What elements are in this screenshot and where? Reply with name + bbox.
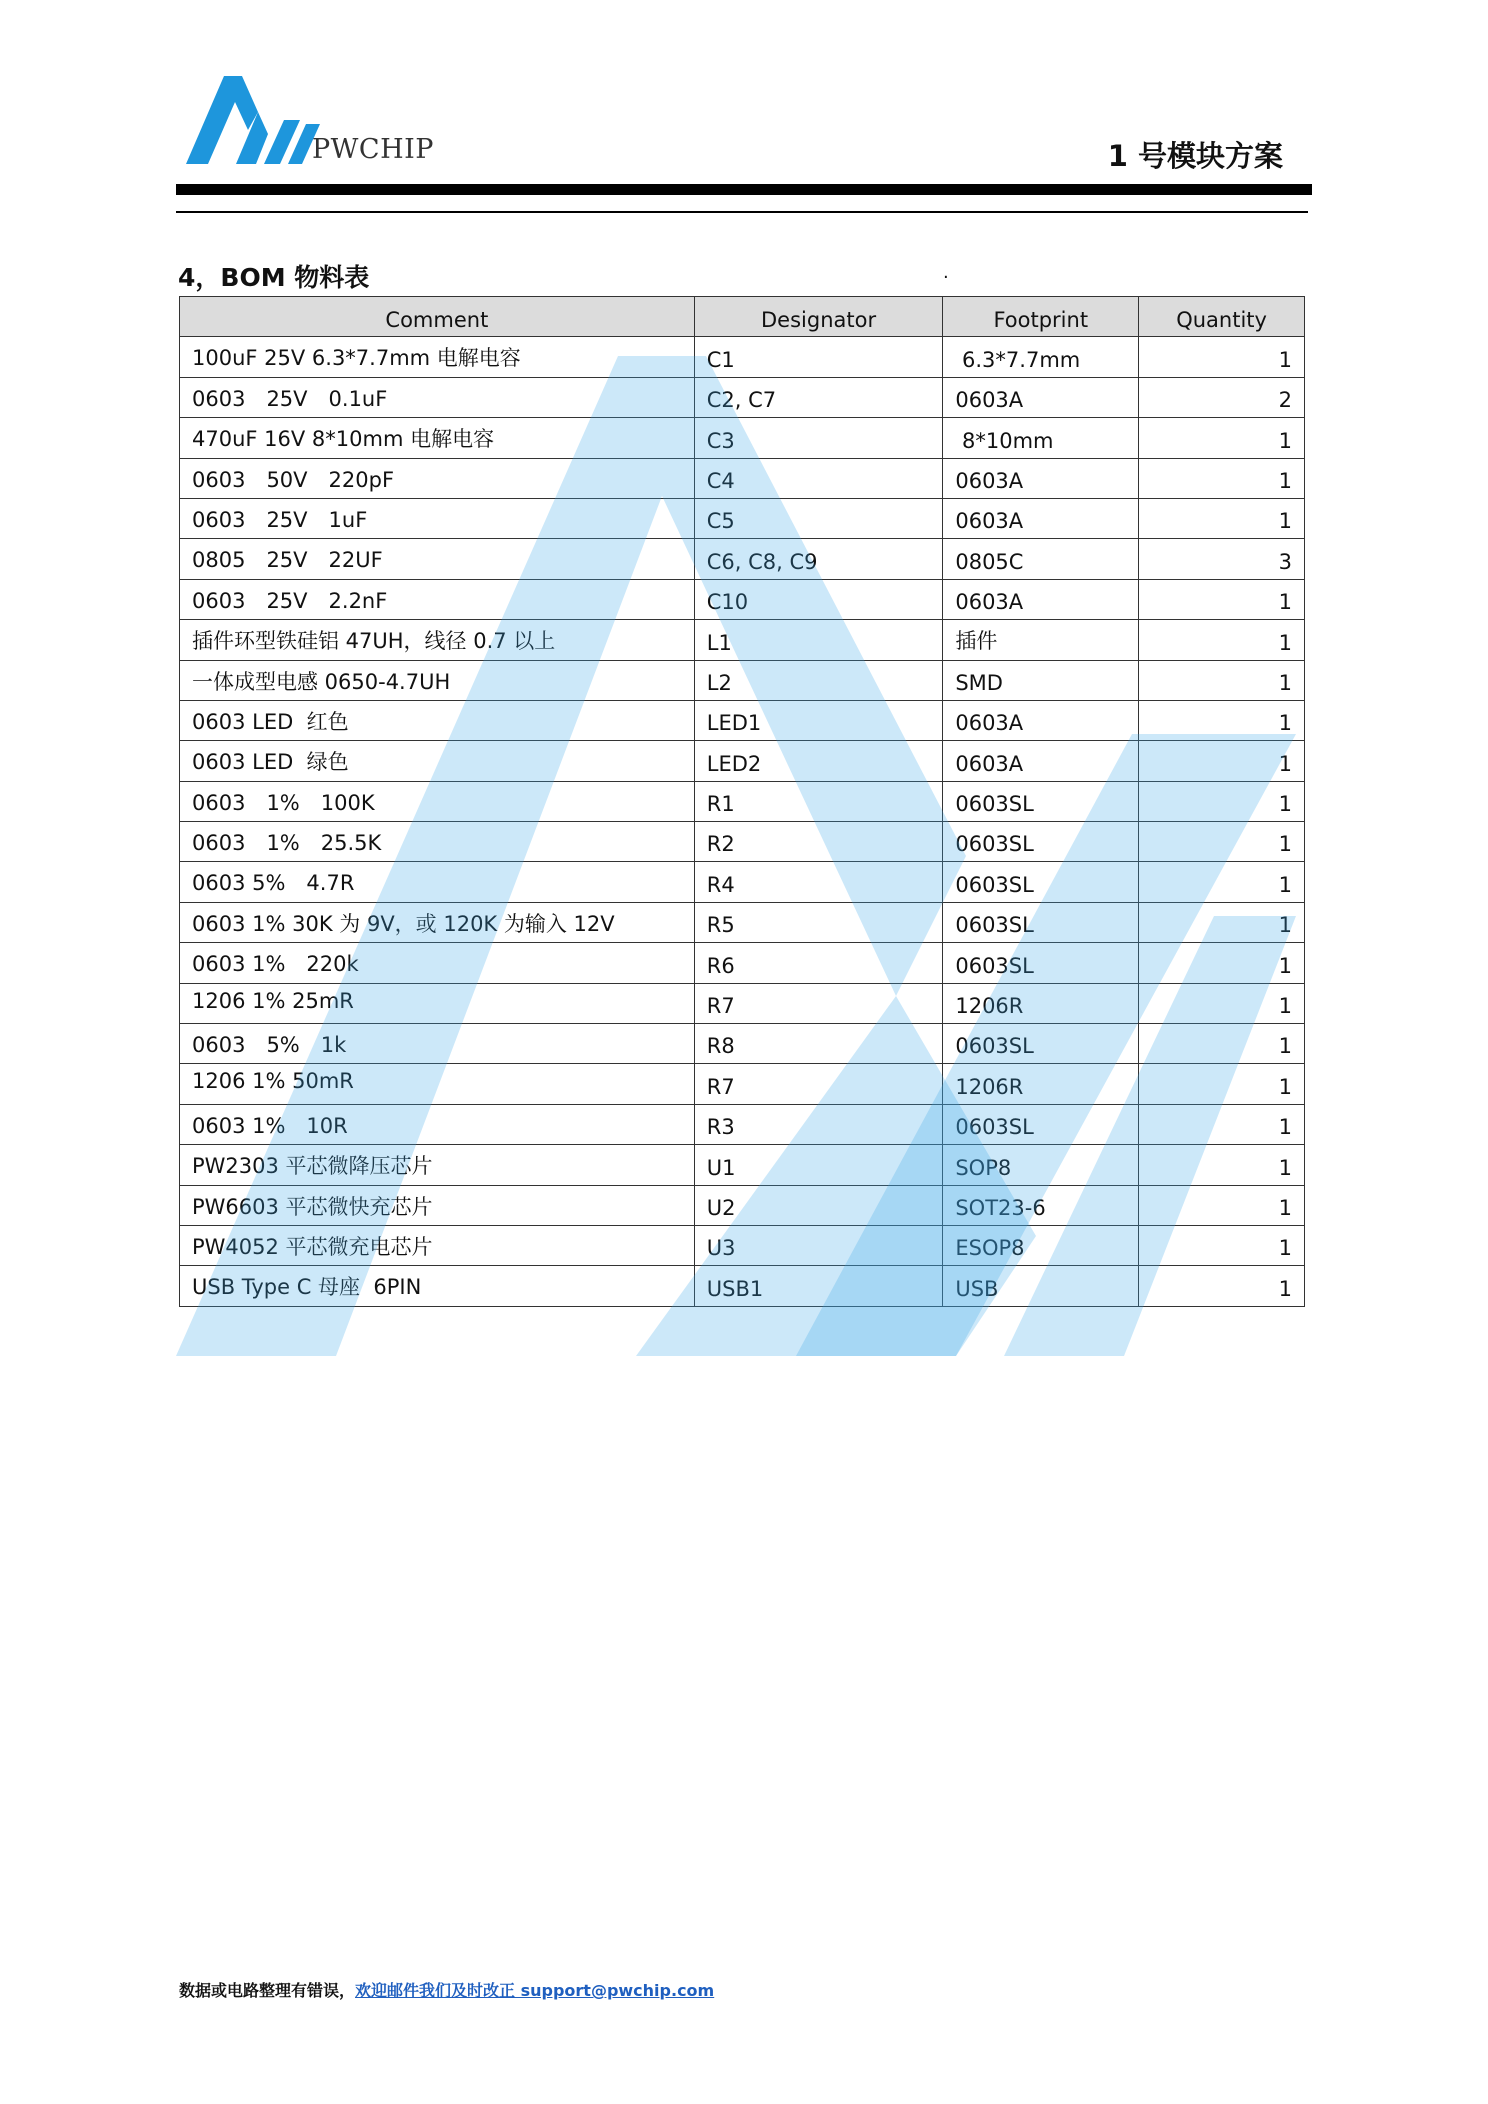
cell-footprint: 1206R (943, 983, 1139, 1023)
cell-quantity: 1 (1139, 337, 1305, 377)
cell-quantity: 1 (1139, 1266, 1305, 1306)
cell-footprint: 0805C (943, 539, 1139, 579)
table-row (180, 1104, 1305, 1144)
table-row (180, 862, 1305, 902)
table-row (180, 1185, 1305, 1225)
table-row (180, 741, 1305, 781)
cell-comment: PW4052 平芯微充电芯片 (180, 1225, 695, 1265)
table-row (180, 822, 1305, 862)
cell-footprint: 0603A (943, 377, 1139, 417)
cell-comment: PW2303 平芯微降压芯片 (180, 1145, 695, 1185)
cell-footprint: ESOP8 (943, 1225, 1139, 1265)
cell-comment: 0603 1% 100K (180, 781, 695, 821)
cell-footprint: 8*10mm (943, 418, 1139, 458)
cell-quantity: 1 (1139, 498, 1305, 538)
cell-designator: L2 (694, 660, 943, 700)
cell-comment: 插件环型铁硅铝 47UH，线径 0.7 以上 (180, 620, 695, 660)
cell-designator: C2, C7 (694, 377, 943, 417)
cell-designator: R7 (694, 1064, 943, 1104)
cell-footprint: 0603A (943, 741, 1139, 781)
cell-quantity: 1 (1139, 418, 1305, 458)
cell-comment: 0603 25V 2.2nF (180, 579, 695, 619)
cell-footprint: 0603SL (943, 943, 1139, 983)
cell-comment: 0603 25V 0.1uF (180, 377, 695, 417)
cell-designator: R3 (694, 1104, 943, 1144)
column-header-comment: Comment (180, 297, 695, 337)
cell-footprint: SOT23-6 (943, 1185, 1139, 1225)
cell-quantity: 1 (1139, 1145, 1305, 1185)
cell-footprint: 0603A (943, 498, 1139, 538)
cell-footprint: 插件 (943, 620, 1139, 660)
cell-designator: R1 (694, 781, 943, 821)
cell-footprint: 0603A (943, 458, 1139, 498)
cell-comment: 1206 1% 25mR (180, 983, 695, 1023)
cell-quantity: 1 (1139, 862, 1305, 902)
table-row (180, 700, 1305, 740)
cell-designator: R6 (694, 943, 943, 983)
table-row (180, 498, 1305, 538)
cell-footprint: 1206R (943, 1064, 1139, 1104)
table-row (180, 418, 1305, 458)
table-row (180, 1064, 1305, 1104)
cell-comment: USB Type C 母座 6PIN (180, 1266, 695, 1306)
cell-footprint: 0603SL (943, 862, 1139, 902)
cell-designator: LED1 (694, 700, 943, 740)
section-dot: . (943, 262, 949, 283)
cell-quantity: 1 (1139, 660, 1305, 700)
table-row (180, 579, 1305, 619)
table-row (180, 337, 1305, 377)
cell-comment: 100uF 25V 6.3*7.7mm 电解电容 (180, 337, 695, 377)
table-row (180, 620, 1305, 660)
cell-designator: U2 (694, 1185, 943, 1225)
cell-comment: 0603 1% 30K 为 9V，或 120K 为输入 12V (180, 902, 695, 942)
cell-quantity: 3 (1139, 539, 1305, 579)
table-header-row (180, 297, 1305, 337)
cell-footprint: SOP8 (943, 1145, 1139, 1185)
table-row (180, 458, 1305, 498)
cell-quantity: 1 (1139, 1225, 1305, 1265)
cell-quantity: 1 (1139, 1024, 1305, 1064)
table-row (180, 539, 1305, 579)
cell-footprint: 6.3*7.7mm (943, 337, 1139, 377)
cell-footprint: 0603SL (943, 1024, 1139, 1064)
cell-comment: 1206 1% 50mR (180, 1064, 695, 1104)
cell-designator: R8 (694, 1024, 943, 1064)
column-header-designator: Designator (694, 297, 943, 337)
table-row (180, 1225, 1305, 1265)
cell-quantity: 1 (1139, 822, 1305, 862)
cell-quantity: 2 (1139, 377, 1305, 417)
header-rule-thin (176, 211, 1308, 213)
cell-quantity: 1 (1139, 943, 1305, 983)
page-title: 1 号模块方案 (1107, 139, 1283, 173)
cell-quantity: 1 (1139, 781, 1305, 821)
bom-table-body (180, 337, 1305, 1306)
cell-designator: R7 (694, 983, 943, 1023)
cell-quantity: 1 (1139, 620, 1305, 660)
cell-designator: R4 (694, 862, 943, 902)
cell-footprint: USB (943, 1266, 1139, 1306)
cell-quantity: 1 (1139, 902, 1305, 942)
table-row (180, 983, 1305, 1023)
cell-designator: U3 (694, 1225, 943, 1265)
cell-quantity: 1 (1139, 458, 1305, 498)
cell-comment: 0603 LED 红色 (180, 700, 695, 740)
table-row (180, 660, 1305, 700)
cell-comment: 0603 5% 1k (180, 1024, 695, 1064)
table-row (180, 943, 1305, 983)
cell-footprint: 0603A (943, 700, 1139, 740)
cell-designator: C5 (694, 498, 943, 538)
table-row (180, 1266, 1305, 1306)
cell-quantity: 1 (1139, 983, 1305, 1023)
cell-designator: LED2 (694, 741, 943, 781)
cell-quantity: 1 (1139, 700, 1305, 740)
cell-comment: 0603 5% 4.7R (180, 862, 695, 902)
cell-designator: C4 (694, 458, 943, 498)
footer-support-link[interactable]: 欢迎邮件我们及时改正 support@pwchip.com (355, 1981, 715, 2000)
cell-designator: C6, C8, C9 (694, 539, 943, 579)
cell-quantity: 1 (1139, 741, 1305, 781)
table-row (180, 1145, 1305, 1185)
cell-comment: 0603 25V 1uF (180, 498, 695, 538)
cell-quantity: 1 (1139, 1064, 1305, 1104)
footer-plain-text: 数据或电路整理有错误， (179, 1981, 356, 2000)
cell-footprint: 0603SL (943, 1104, 1139, 1144)
table-row (180, 781, 1305, 821)
cell-comment: 0603 1% 10R (180, 1104, 695, 1144)
cell-comment: 一体成型电感 0650-4.7UH (180, 660, 695, 700)
cell-designator: R2 (694, 822, 943, 862)
cell-footprint: 0603SL (943, 902, 1139, 942)
column-header-quantity: Quantity (1139, 297, 1305, 337)
section-title: 4，BOM 物料表 (178, 263, 370, 292)
footer-note (179, 1978, 714, 2001)
cell-footprint: 0603A (943, 579, 1139, 619)
cell-comment: 0603 1% 220k (180, 943, 695, 983)
logo-text: PWCHIP (312, 134, 434, 165)
cell-comment: 0603 1% 25.5K (180, 822, 695, 862)
header-rule-thick (176, 184, 1312, 195)
cell-footprint: 0603SL (943, 781, 1139, 821)
cell-quantity: 1 (1139, 579, 1305, 619)
cell-footprint: 0603SL (943, 822, 1139, 862)
cell-comment: 0603 LED 绿色 (180, 741, 695, 781)
cell-quantity: 1 (1139, 1185, 1305, 1225)
cell-comment: 0805 25V 22UF (180, 539, 695, 579)
cell-comment: PW6603 平芯微快充芯片 (180, 1185, 695, 1225)
cell-comment: 470uF 16V 8*10mm 电解电容 (180, 418, 695, 458)
cell-quantity: 1 (1139, 1104, 1305, 1144)
cell-comment: 0603 50V 220pF (180, 458, 695, 498)
cell-designator: C1 (694, 337, 943, 377)
table-row (180, 1024, 1305, 1064)
bom-table (179, 296, 1305, 1307)
column-header-footprint: Footprint (943, 297, 1139, 337)
table-row (180, 377, 1305, 417)
cell-designator: USB1 (694, 1266, 943, 1306)
cell-footprint: SMD (943, 660, 1139, 700)
cell-designator: R5 (694, 902, 943, 942)
cell-designator: U1 (694, 1145, 943, 1185)
cell-designator: C3 (694, 418, 943, 458)
cell-designator: L1 (694, 620, 943, 660)
table-row (180, 902, 1305, 942)
cell-designator: C10 (694, 579, 943, 619)
